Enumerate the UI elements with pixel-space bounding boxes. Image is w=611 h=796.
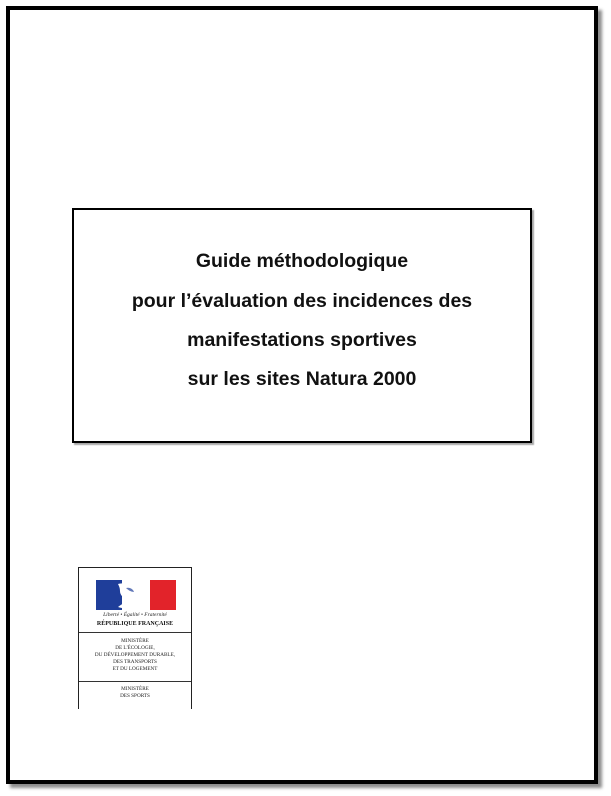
republique-francaise-logo [78, 567, 192, 709]
title-box [72, 208, 532, 443]
ministry-ecology-line-5: ET DU LOGEMENT [112, 666, 158, 672]
title-line-1: Guide méthodologique [195, 250, 409, 272]
ministry-sports-line-1: MINISTÈRE [121, 686, 149, 692]
logo-divider-1 [79, 632, 191, 633]
document-page [6, 6, 598, 784]
title-line-2: pour l’évaluation des incidences des [131, 290, 473, 312]
ministry-ecology-line-3: DU DÉVELOPPEMENT DURABLE, [94, 652, 176, 658]
title-line-4: sur les sites Natura 2000 [187, 368, 417, 390]
republic-motto: Liberté • Égalité • Fraternité [103, 612, 167, 618]
ministry-ecology-label [79, 638, 191, 673]
republique-francaise-label: RÉPUBLIQUE FRANÇAISE [96, 621, 174, 627]
ministry-ecology-line-1: MINISTÈRE [121, 638, 149, 644]
ministry-sports-label [79, 686, 191, 700]
title-line-3: manifestations sportives [187, 329, 417, 351]
ministry-ecology-line-4: DES TRANSPORTS [113, 659, 157, 665]
ministry-sports-line-2: DES SPORTS [120, 693, 150, 699]
marianne-flag-icon [96, 580, 176, 610]
ministry-ecology-line-2: DE L'ÉCOLOGIE, [115, 645, 155, 651]
logo-divider-2 [79, 681, 191, 682]
